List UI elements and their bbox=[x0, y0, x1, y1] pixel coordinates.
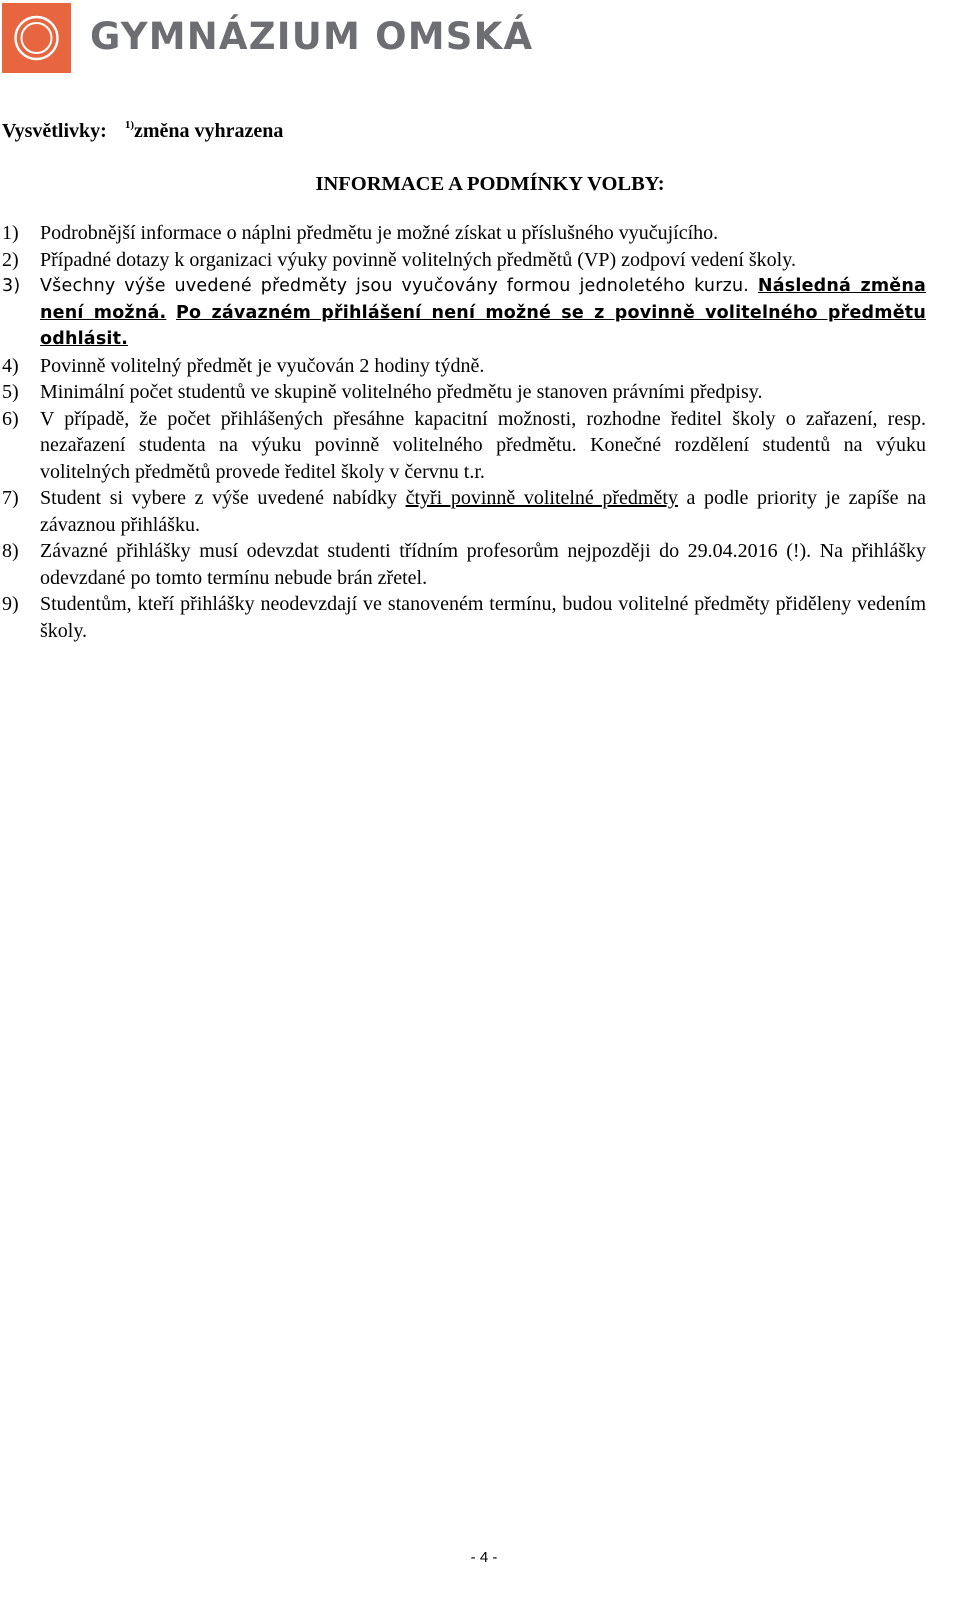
section-heading: INFORMACE A PODMÍNKY VOLBY: bbox=[315, 173, 665, 195]
item-text-main: Všechny výše uvedené předměty jsou vyučovány formou jednoletého kurzu. bbox=[40, 276, 750, 296]
legend-text: změna vyhrazena bbox=[134, 120, 284, 142]
list-item bbox=[2, 353, 926, 380]
school-name: GYMNÁZIUM OMSKÁ bbox=[90, 15, 534, 58]
page-header bbox=[2, 3, 534, 73]
item-number: 4) bbox=[2, 354, 19, 377]
item-emphasis-change: Následná změna není možná. bbox=[40, 276, 927, 323]
item-text: V případě, že počet přihlášených přesáhne kapacitní možnosti, rozhodne ředitel školy o zařazení, resp. nezařazení studenta na výuku povinně volitelného předmětu. Konečné rozdělení studentů na výuku volitelných předmětů provede ředitel školy v červnu t.r. bbox=[40, 407, 926, 483]
legend bbox=[2, 119, 283, 143]
item-text-after: a podle priority je zapíše na závaznou přihlášku. bbox=[40, 487, 927, 536]
list-item bbox=[2, 247, 926, 274]
list-item bbox=[2, 591, 926, 644]
item-number: 3) bbox=[2, 276, 21, 296]
item-text: Studentům, kteří přihlášky neodevzdají ve stanoveném termínu, budou volitelné předměty přiděleny vedením školy. bbox=[40, 593, 926, 642]
item-number: 1) bbox=[2, 222, 19, 244]
circle-ring-logo bbox=[2, 3, 71, 73]
item-text bbox=[40, 273, 926, 353]
item-number: 2) bbox=[2, 248, 19, 271]
item-text bbox=[40, 485, 926, 538]
item-underlined-subjects: čtyři povinně volitelné předměty bbox=[405, 487, 678, 509]
list-item bbox=[2, 273, 926, 353]
list-item bbox=[2, 538, 926, 591]
list-item bbox=[2, 406, 926, 486]
item-number: 5) bbox=[2, 381, 19, 403]
item-number: 6) bbox=[2, 407, 19, 430]
legend-label: Vysvětlivky: bbox=[2, 120, 107, 142]
item-text: Minimální počet studentů ve skupině volitelného předmětu je stanoven právními předpisy. bbox=[40, 381, 763, 403]
list-item bbox=[2, 379, 926, 406]
legend-marker: 1) bbox=[124, 119, 134, 131]
item-number: 7) bbox=[2, 487, 19, 509]
item-text: Povinně volitelný předmět je vyučován 2 hodiny týdně. bbox=[40, 354, 485, 377]
conditions-list bbox=[2, 220, 926, 644]
item-text: Podrobnější informace o náplni předmětu je možné získat u příslušného vyučujícího. bbox=[40, 222, 719, 244]
item-number: 9) bbox=[2, 593, 19, 615]
item-text: Závazné přihlášky musí odevzdat studenti třídním profesorům nejpozději do 29.04.2016 (!). Na přihlášky odevzdané po tomto termínu nebude brán zřetel. bbox=[40, 540, 926, 589]
item-text-before: Student si vybere z výše uvedené nabídky bbox=[40, 487, 397, 509]
list-item bbox=[2, 485, 926, 538]
page-number: - 4 - bbox=[470, 1549, 498, 1566]
item-emphasis-unsubscribe: Po závazném přihlášení není možné se z povinně volitelného předmětu odhlásit. bbox=[40, 302, 927, 349]
list-item bbox=[2, 220, 926, 247]
item-number: 8) bbox=[2, 540, 19, 562]
item-text: Případné dotazy k organizaci výuky povinně volitelných předmětů (VP) zodpoví vedení školy. bbox=[40, 248, 796, 271]
